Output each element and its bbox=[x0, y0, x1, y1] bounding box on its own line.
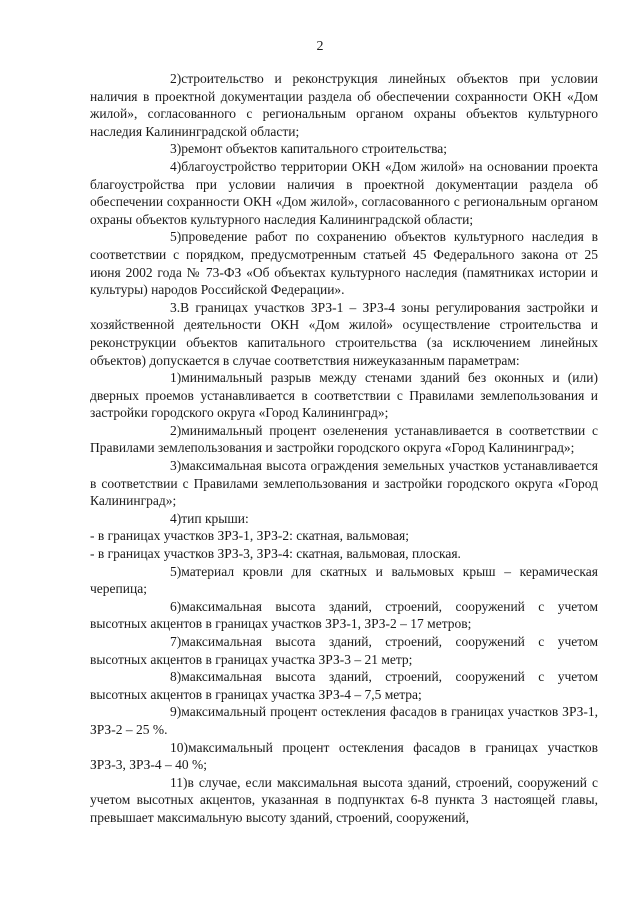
paragraph bbox=[90, 457, 598, 510]
paragraph bbox=[90, 70, 598, 140]
paragraph bbox=[90, 369, 598, 422]
paragraph bbox=[90, 703, 598, 738]
paragraph bbox=[90, 228, 598, 298]
item-text: материал кровли для скатных и вальмовых крыш – керамическая черепица; bbox=[90, 563, 598, 597]
paragraph bbox=[90, 299, 598, 369]
item-number: 4) bbox=[170, 510, 182, 526]
item-number: 8) bbox=[170, 669, 182, 685]
item-text: ремонт объектов капитального строительства; bbox=[181, 141, 448, 157]
item-text: - в границах участков ЗРЗ-1, ЗРЗ-2: скатная, вальмовая; bbox=[90, 528, 409, 544]
item-number: 2) bbox=[170, 422, 182, 438]
item-text: максимальная высота зданий, строений, сооружений с учетом высотных акцентов в границах участка ЗРЗ-4 – 7,5 метра; bbox=[90, 669, 598, 702]
item-text: максимальный процент остекления фасадов в границах участков ЗРЗ-3, ЗРЗ-4 – 40 %; bbox=[90, 739, 598, 773]
paragraph bbox=[90, 774, 598, 827]
list-item bbox=[90, 527, 598, 545]
item-text: тип крыши: bbox=[181, 510, 249, 526]
paragraph bbox=[90, 563, 598, 598]
item-text: в случае, если максимальная высота зданий, строений, сооружений с учетом высотных акцентов, указанная в подпунктах 6-8 пункта 3 настоящей главы, превышает максимальную высоту зданий, строений, сооружений, bbox=[90, 774, 598, 825]
item-number: 4) bbox=[170, 158, 182, 174]
list-item bbox=[90, 545, 598, 563]
item-number: 6) bbox=[170, 598, 182, 614]
paragraph bbox=[90, 140, 598, 158]
item-number: 9) bbox=[170, 704, 182, 720]
item-number: 5) bbox=[170, 563, 182, 579]
item-text: минимальный процент озеленения устанавливается в соответствии с Правилами землепользования и застройки городского округа «Город Калининград»; bbox=[90, 422, 598, 456]
item-text: - в границах участков ЗРЗ-3, ЗРЗ-4: скатная, вальмовая, плоская. bbox=[90, 546, 461, 562]
item-text: В границах участков ЗРЗ-1 – ЗРЗ-4 зоны регулирования застройки и хозяйственной деятельности ОКН «Дом жилой» осуществление строительства и реконструкции объектов капитального строительства (за исключением линейных объектов) допускается в случае соответствия нижеуказанным параметрам: bbox=[90, 299, 598, 368]
item-text: строительство и реконструкция линейных объектов при условии наличия в проектной документации раздела об обеспечении сохранности ОКН «Дом жилой», согласованного с региональным органом охраны объектов культурного наследия Калининградской области; bbox=[90, 71, 598, 139]
paragraph bbox=[90, 510, 598, 528]
item-number: 10) bbox=[170, 739, 188, 755]
item-text: максимальная высота зданий, строений, сооружений с учетом высотных акцентов в границах участков ЗРЗ-1, ЗРЗ-2 – 17 метров; bbox=[90, 598, 598, 632]
item-text: максимальная высота ограждения земельных участков устанавливается в соответствии с Правилами землепользования и застройки городского округа «Город Калининград»; bbox=[90, 458, 598, 509]
paragraph bbox=[90, 668, 598, 703]
page-number: 2 bbox=[316, 39, 324, 54]
paragraph bbox=[90, 633, 598, 668]
item-number: 1) bbox=[170, 370, 182, 386]
item-number: 3) bbox=[170, 141, 182, 157]
document-body bbox=[90, 70, 598, 827]
item-text: благоустройство территории ОКН «Дом жилой» на основании проекта благоустройства при условии наличия в проектной документации раздела об обеспечении сохранности ОКН «Дом жилой», согласованного с региональным органом охраны объектов культурного наследия Калининградской области; bbox=[90, 158, 598, 227]
paragraph bbox=[90, 158, 598, 228]
item-text: максимальная высота зданий, строений, сооружений с учетом высотных акцентов в границах участка ЗРЗ-3 – 21 метр; bbox=[90, 634, 598, 667]
item-number: 11) bbox=[170, 774, 188, 790]
item-number: 7) bbox=[170, 634, 182, 649]
paragraph bbox=[90, 739, 598, 774]
item-number: 2) bbox=[170, 71, 182, 86]
paragraph bbox=[90, 422, 598, 457]
item-text: минимальный разрыв между стенами зданий без оконных и (или) дверных проемов устанавливается в соответствии с Правилами землепользования и застройки городского округа «Город Калининград»; bbox=[90, 370, 598, 421]
item-number: 5) bbox=[170, 229, 182, 245]
item-text: проведение работ по сохранению объектов культурного наследия в соответствии с порядком, предусмотренным статьей 45 Федерального закона от 25 июня 2002 года № 73-ФЗ «Об объектах культурного наследия (памятниках истории и культуры) народов Российской Федерации». bbox=[90, 229, 598, 298]
item-number: 3) bbox=[170, 458, 182, 474]
paragraph bbox=[90, 598, 598, 633]
item-number: 3. bbox=[170, 299, 181, 315]
item-text: максимальный процент остекления фасадов в границах участков ЗРЗ-1, ЗРЗ-2 – 25 %. bbox=[90, 704, 598, 737]
